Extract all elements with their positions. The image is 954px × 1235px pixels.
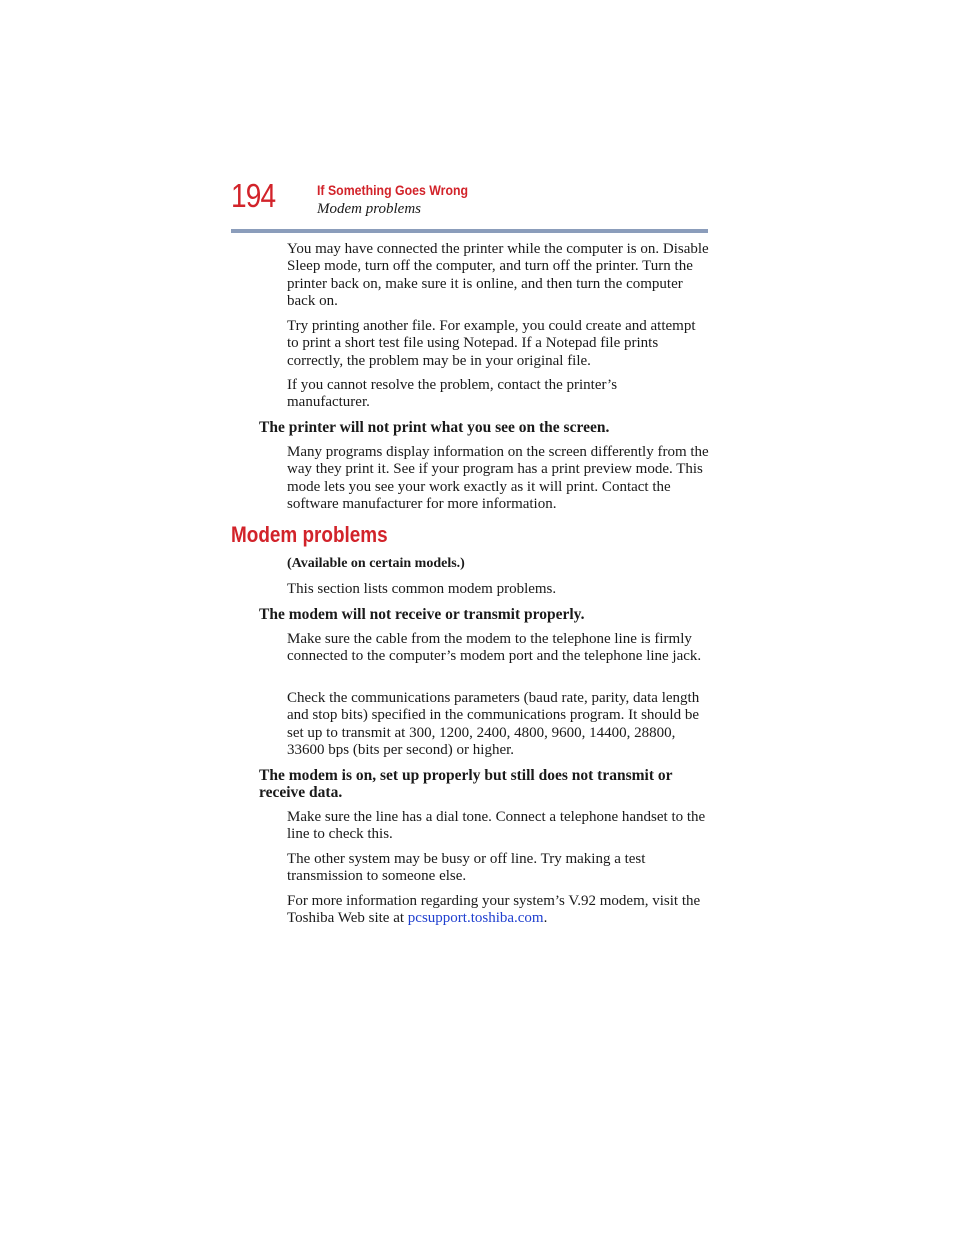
section-subtitle: Modem problems — [317, 201, 422, 217]
paragraph-text: Make sure the line has a dial tone. Connect a telephone handset to the line to check this. — [287, 809, 706, 843]
paragraph-text: The other system may be busy or off line. Try making a test transmission to someone else. — [287, 851, 646, 885]
body-paragraph — [287, 318, 709, 370]
body-paragraph — [287, 893, 709, 928]
link-prefix-text: For more information regarding your system’s V.92 modem, visit the Toshiba Web site at — [287, 893, 701, 927]
body-paragraph — [287, 377, 647, 412]
paragraph-text: Try printing another file. For example, you could create and attempt to print a short test file using Notepad. If a Notepad file prints correctly, the problem may be in your original file. — [287, 318, 696, 369]
availability-note: (Available on certain models.) — [287, 556, 465, 571]
paragraph-text — [287, 893, 709, 928]
chapter-title: If Something Goes Wrong — [317, 182, 469, 198]
paragraph-text: If you cannot resolve the problem, contact the printer’s manufacturer. — [287, 377, 618, 411]
link-suffix-text: . — [543, 910, 548, 927]
question-heading: The modem will not receive or transmit properly. — [259, 606, 585, 623]
paragraph-text: You may have connected the printer while the computer is on. Disable Sleep mode, turn off the computer, and turn off the printer. Turn the printer back on, make sure it is online, and then turn the computer back on. — [287, 241, 709, 309]
body-paragraph — [287, 809, 709, 844]
paragraph-text: Check the communications parameters (baud rate, parity, data length and stop bits) specified in the communications program. It should be set up to transmit at 300, 1200, 2400, 4800, 9600, 14400, 28800, 33600 bps (bits per second) or higher. — [287, 690, 700, 758]
paragraph-text: This section lists common modem problems. — [287, 581, 557, 597]
paragraph-text: Many programs display information on the screen differently from the way they print it. See if your program has a print preview mode. This mode lets you see your work exactly as it will print. Contact the software manufacturer for more information. — [287, 444, 709, 512]
body-paragraph — [287, 581, 709, 598]
page-number: 194 — [231, 177, 276, 214]
paragraph-text: Make sure the cable from the modem to the telephone line is firmly connected to the computer’s modem port and the telephone line jack. — [287, 631, 702, 665]
body-paragraph — [287, 631, 709, 666]
body-paragraph — [287, 444, 709, 513]
body-paragraph — [287, 241, 709, 310]
header-rule — [231, 229, 708, 233]
question-heading: The printer will not print what you see on the screen. — [259, 419, 610, 436]
body-paragraph — [287, 851, 677, 886]
support-website-link[interactable]: pcsupport.toshiba.com — [407, 910, 544, 927]
question-heading: The modem is on, set up properly but still does not transmit or receive data. — [259, 767, 673, 802]
section-heading: Modem problems — [231, 522, 388, 547]
body-paragraph — [287, 690, 709, 759]
